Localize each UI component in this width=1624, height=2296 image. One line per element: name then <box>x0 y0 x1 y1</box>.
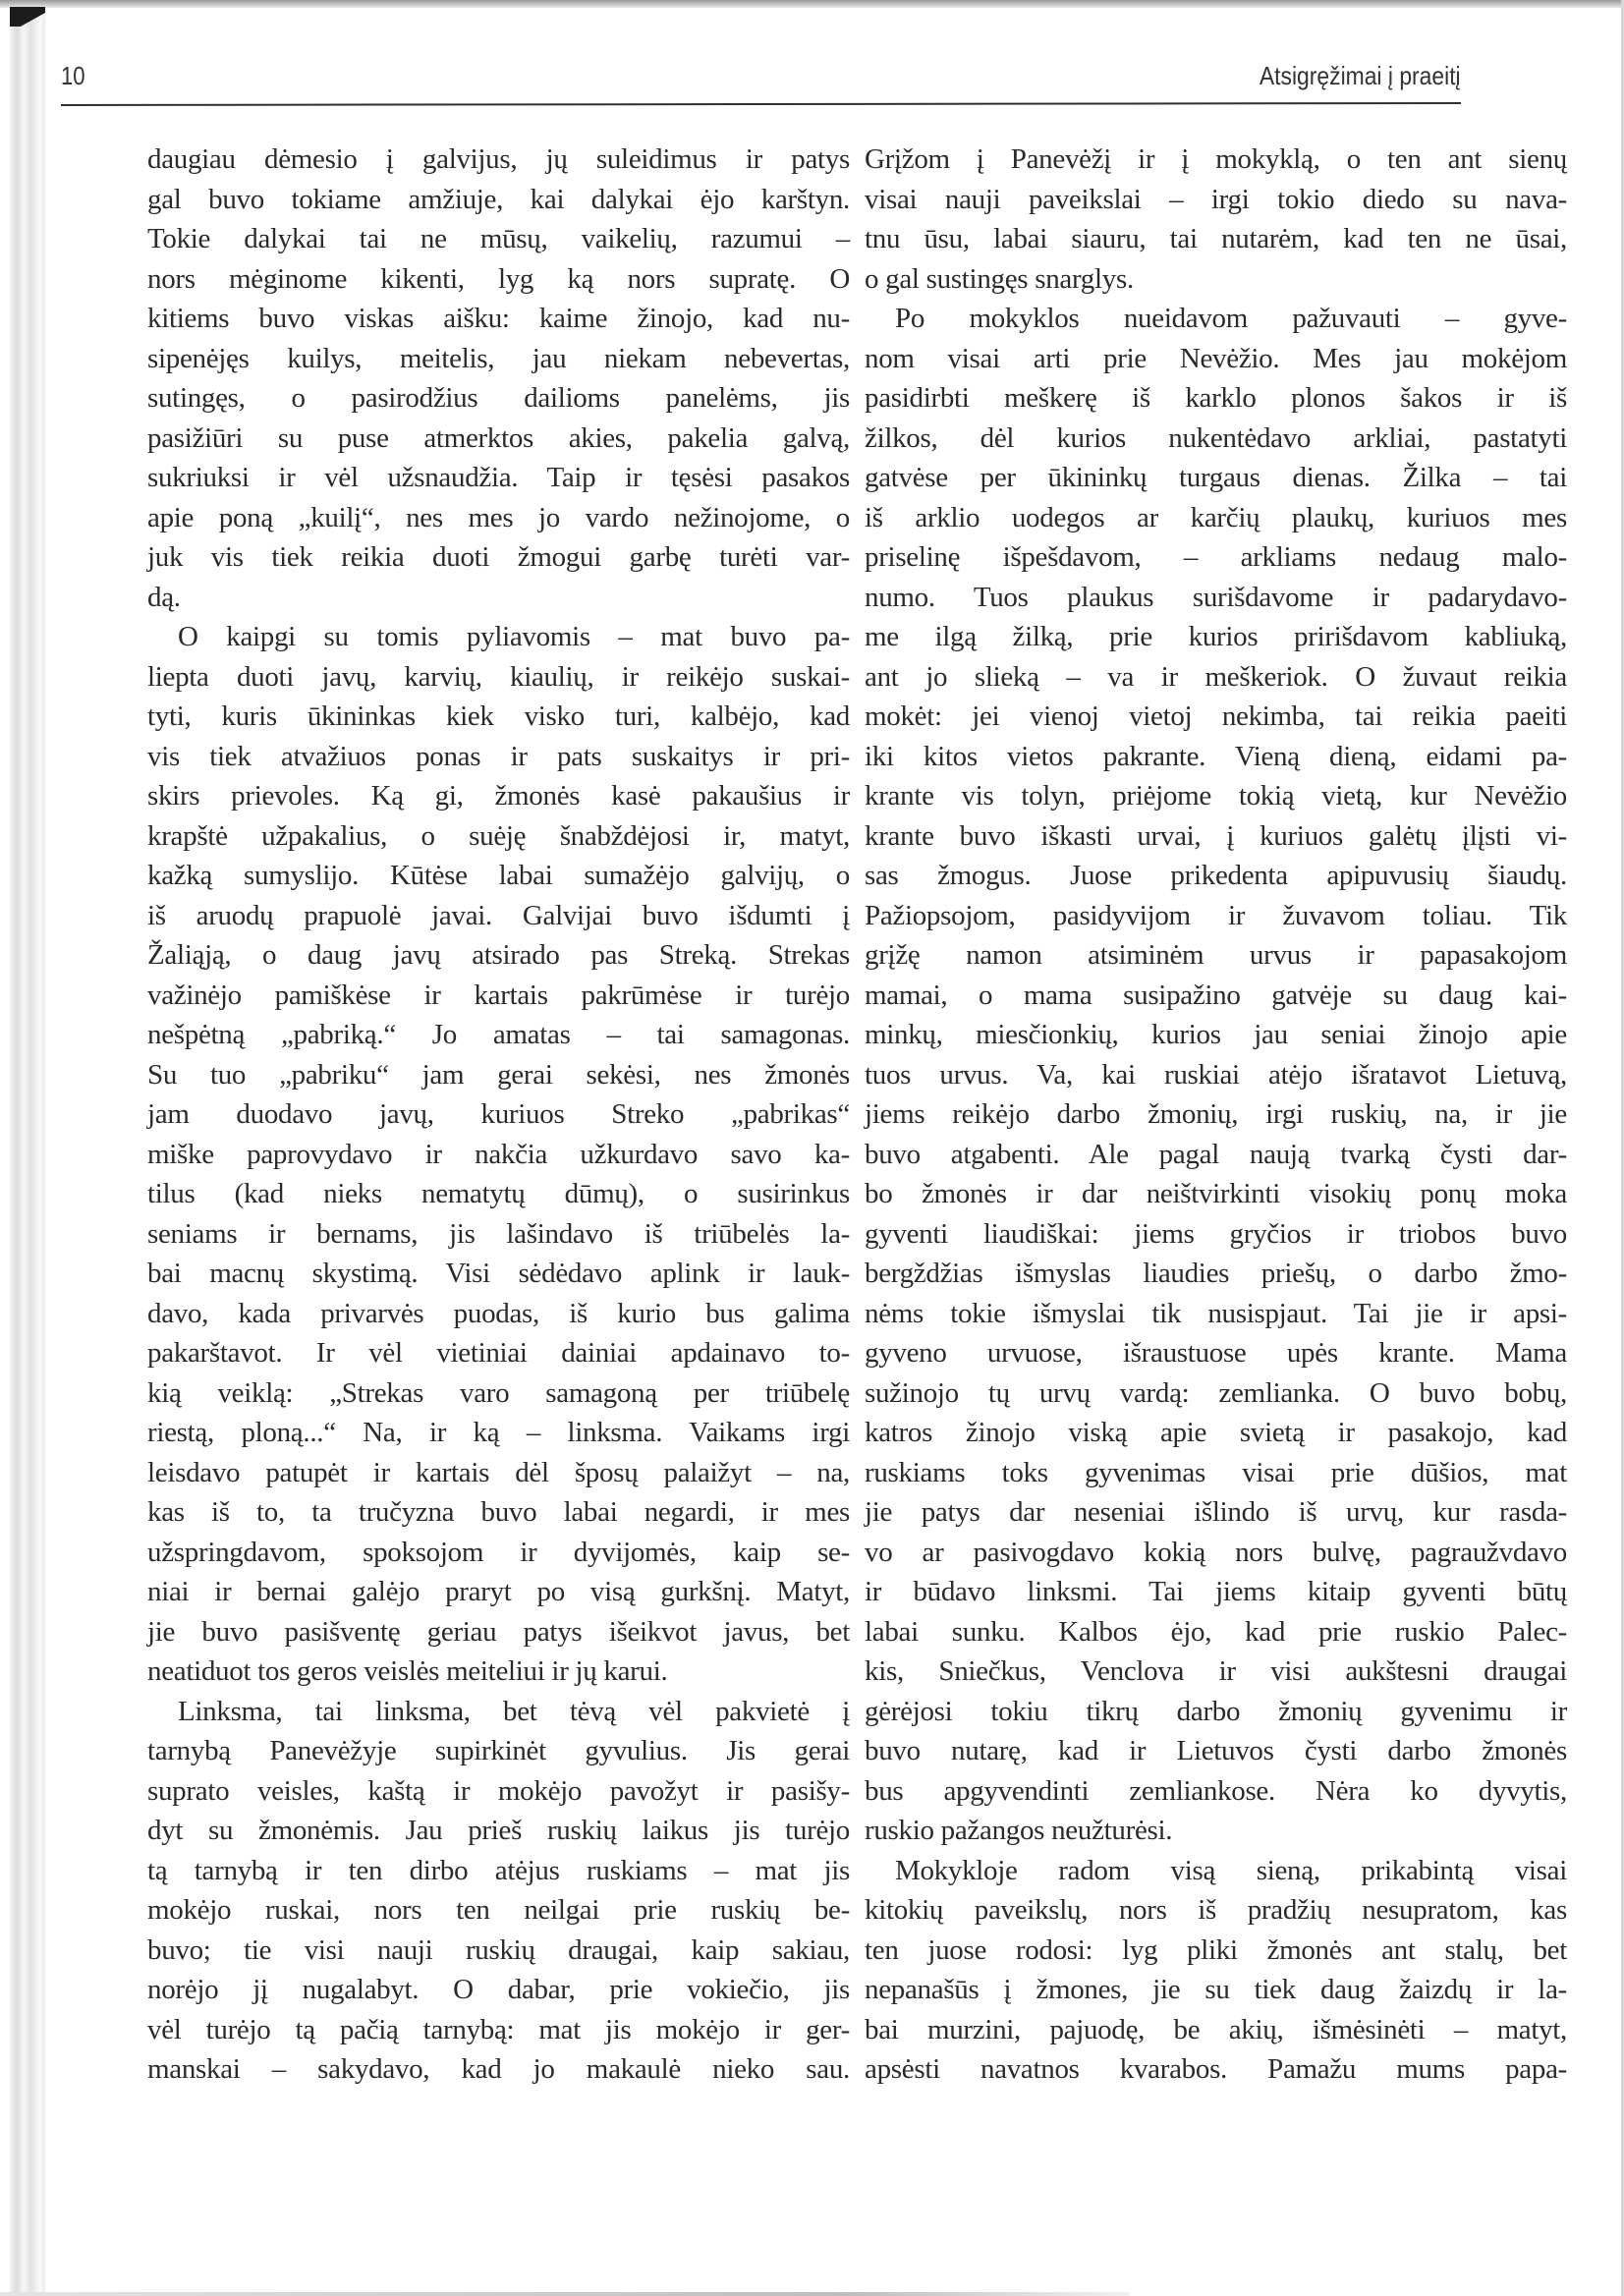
text-line: jie buvo pasišventę geriau patys išeikvot javus, bet <box>147 1615 850 1648</box>
text-line: nepanašūs į žmones, jie su tiek daug žaizdų ir la- <box>865 1974 1567 2005</box>
text-line: apsėsti navatnos kvarabos. Pamažu mums papa- <box>865 2053 1567 2085</box>
text-line: gėrėjosi tokiu tikrų darbo žmonių gyvenimu ir <box>865 1695 1567 1727</box>
text-line: dyt su žmonėmis. Jau prieš ruskių laikus jis turėjo <box>147 1815 850 1846</box>
text-line: Su tuo „pabriku“ jam gerai sekėsi, nes žmonės <box>147 1058 850 1091</box>
text-line: gal buvo tokiame amžiuje, kai dalykai ėjo karštyn. <box>147 183 850 215</box>
text-line: seniams ir bernams, jis lašindavo iš triūbelės la- <box>147 1217 850 1250</box>
text-line: leisdavo patupėt ir kartais dėl šposų palaižyt – na, <box>147 1456 850 1488</box>
text-line: tuos urvus. Va, kai ruskiai atėjo išratavot Lietuvą, <box>865 1058 1567 1091</box>
text-line: sipenėjęs kuilys, meitelis, jau niekam nebevertas, <box>147 342 850 374</box>
text-line: ant jo slieką – va ir meškeriok. O žuvaut reikia <box>865 660 1567 693</box>
text-line: visai nauji paveikslai – irgi tokio diedo su nava- <box>865 183 1567 215</box>
paragraph-first-line: O kaipgi su tomis pyliavomis – mat buvo pa- <box>178 621 850 652</box>
text-line: buvo nutarę, kad ir Lietuvos čysti darbo žmonės <box>865 1735 1567 1766</box>
text-line: bergždžias išmyslas liaudies priešų, o darbo žmo- <box>865 1258 1567 1289</box>
text-line: grįžę namon atsiminėm urvus ir papasakojom <box>865 939 1567 971</box>
text-line: buvo; tie visi nauji ruskių draugai, kaip sakiau, <box>147 1933 850 1966</box>
text-line: jiems reikėjo darbo žmonių, irgi ruskių, na, ir jie <box>865 1098 1567 1130</box>
running-head <box>61 61 1461 100</box>
text-line: nešpėtną „pabriką.“ Jo amatas – tai samagonas. <box>147 1019 850 1050</box>
text-line: apie poną „kuilį“, nes mes jo vardo nežinojome, o <box>147 501 850 533</box>
text-line: pakarštavot. Ir vėl vietiniai dainiai apdainavo to- <box>147 1337 850 1369</box>
text-line: Tokie dalykai tai ne mūsų, vaikelių, razumui – <box>147 223 850 254</box>
text-line: minkų, miesčionkių, kurios jau seniai žinojo apie <box>865 1019 1567 1050</box>
text-line: sutingęs, o pasirodžius dailioms panelėms, jis <box>147 382 850 414</box>
text-line: miške paprovydavo ir nakčia užkurdavo savo ka- <box>147 1138 850 1170</box>
text-line: bai murzini, pajuodę, be akių, išmėsinėti – matyt, <box>865 2013 1567 2045</box>
text-column-right <box>865 140 1567 2090</box>
text-line: daugiau dėmesio į galvijus, jų suleidimus ir patys <box>147 143 850 175</box>
text-line: mokėjo ruskai, nors ten neilgai prie ruskių be- <box>147 1894 850 1926</box>
text-line: iš aruodų prapuolė javai. Galvijai buvo išdumti į <box>147 899 850 931</box>
text-line: liepta duoti javų, karvių, kiaulių, ir reikėjo suskai- <box>147 660 850 693</box>
text-line: dą. <box>147 581 181 613</box>
text-line: kas iš to, ta tručyzna buvo labai negardi, ir mes <box>147 1496 850 1528</box>
text-line: krapštė užpakalius, o suėję šnabždėjosi ir, matyt, <box>147 819 850 852</box>
text-line: Grįžom į Panevėžį ir į mokyklą, o ten ant sienų <box>865 143 1567 175</box>
text-line: vo ar pasivogdavo kokią nors bulvę, pagraužvdavo <box>865 1536 1567 1568</box>
text-line: niai ir bernai galėjo praryt po visą gurkšnį. Matyt, <box>147 1576 850 1607</box>
text-line: krante buvo iškasti urvai, į kuriuos galėtų įlįsti vi- <box>865 819 1567 852</box>
text-line: kitiems buvo viskas aišku: kaime žinojo, kad nu- <box>147 303 850 334</box>
text-line: kis, Sniečkus, Venclova ir visi aukštesni draugai <box>865 1655 1567 1687</box>
text-line: Pažiopsojom, pasidyvijom ir žuvavom toliau. Tik <box>865 899 1567 931</box>
text-line: nom visai arti prie Nevėžio. Mes jau mokėjom <box>865 342 1567 374</box>
text-line: tarnybą Panevėžyje supirkinėt gyvulius. Jis gerai <box>147 1735 850 1766</box>
text-line: užspringdavom, spoksojom ir dyvijomės, kaip se- <box>147 1536 850 1568</box>
text-line: Žaliąją, o daug javų atsirado pas Streką. Strekas <box>147 939 850 971</box>
text-line: žilkos, dėl kurios nukentėdavo arkliai, pastatyti <box>865 421 1567 454</box>
paragraph-first-line: Mokykloje radom visą sieną, prikabintą visai <box>895 1854 1567 1886</box>
text-line: skirs prievoles. Ką gi, žmonės kasė pakaušius ir <box>147 780 850 812</box>
text-line: me ilgą žilką, prie kurios pririšdavom kabliuką, <box>865 621 1567 652</box>
text-line: iki kitos vietos pakrante. Vieną dieną, eidami pa- <box>865 740 1567 772</box>
text-line: riestą, ploną...“ Na, ir ką – linksma. Vaikams irgi <box>147 1417 850 1448</box>
text-line: buvo atgabenti. Ale pagal naują tvarką čysti dar- <box>865 1138 1567 1170</box>
text-line: jam duodavo javų, kuriuos Streko „pabrikas“ <box>147 1098 850 1130</box>
text-line: vėl turėjo tą pačią tarnybą: mat jis mokėjo ir ger- <box>147 2013 850 2045</box>
text-line: ir būdavo linksmi. Tai jiems kitaip gyventi būtų <box>865 1576 1567 1607</box>
text-line: pasidirbti meškerę iš karklo plonos šakos ir iš <box>865 382 1567 414</box>
text-line: sukriuksi ir vėl užsnaudžia. Taip ir tęsėsi pasakos <box>147 462 850 493</box>
text-line: numo. Tuos plaukus surišdavome ir padarydavo- <box>865 581 1567 613</box>
page-number: 10 <box>61 61 85 90</box>
text-line: bus apgyvendinti zemliankose. Nėra ko dyvytis, <box>865 1774 1567 1807</box>
text-line: pasižiūri su puse atmerktos akies, pakelia galvą, <box>147 421 850 454</box>
text-line: bo žmonės ir dar neištvirkinti visokių ponų moka <box>865 1178 1567 1209</box>
scan-edge-bottom <box>0 2292 1130 2296</box>
text-line: suprato veisles, kaštą ir mokėjo pavožyt ir pasišy- <box>147 1774 850 1807</box>
text-line: neatiduot tos geros veislės meiteliui ir jų karui. <box>147 1655 668 1687</box>
text-line: priselinę išpešdavom, – arkliams nedaug malo- <box>865 541 1567 573</box>
text-line: ten juose rodosi: lyg pliki žmonės ant stalų, bet <box>865 1933 1567 1966</box>
text-line: sas žmogus. Juose prikedenta apipuvusių šiaudų. <box>865 860 1567 891</box>
text-line: važinėjo pamiškėse ir kartais pakrūmėse ir turėjo <box>147 979 850 1011</box>
text-line: tyti, kuris ūkininkas kiek visko turi, kalbėjo, kad <box>147 700 850 732</box>
text-line: jie patys dar neseniai išlindo iš urvų, kur rasda- <box>865 1496 1567 1528</box>
text-line: ruskio pažangos neužturėsi. <box>865 1815 1173 1846</box>
text-line: gyventi liaudiškai: jiems gryčios ir triobos buvo <box>865 1217 1567 1250</box>
text-line: mamai, o mama susipažino gatvėje su daug kai- <box>865 979 1567 1011</box>
scan-edge-left <box>10 8 45 2296</box>
text-line: gyveno urvuose, išraustuose upės krante. Mama <box>865 1337 1567 1369</box>
text-line: norėjo jį nugalabyt. O dabar, prie vokiečio, jis <box>147 1974 850 2005</box>
paragraph-first-line: Linksma, tai linksma, bet tėvą vėl pakvietė į <box>178 1695 850 1727</box>
text-line: tnu ūsu, labai siauru, tai nutarėm, kad ten ne ūsai, <box>865 223 1567 254</box>
text-line: tilus (kad nieks nematytų dūmų), o susirinkus <box>147 1178 850 1209</box>
book-title: Atsigręžimai į praeitį <box>1260 61 1461 90</box>
text-line: o gal sustingęs snarglys. <box>865 262 1134 295</box>
text-line: kitokių paveikslų, nors iš pradžių nesupratom, kas <box>865 1894 1567 1926</box>
text-line: krante vis tolyn, priėjome tokią vietą, kur Nevėžio <box>865 780 1567 812</box>
text-line: juk vis tiek reikia duoti žmogui garbę turėti var- <box>147 541 850 573</box>
text-line: kią veiklą: „Strekas varo samagoną per triūbelę <box>147 1376 850 1409</box>
scan-edge-top <box>0 0 1624 8</box>
header-rule <box>61 102 1461 106</box>
text-line: manskai – sakydavo, kad jo makaulė nieko sau. <box>147 2053 850 2085</box>
text-line: tą tarnybą ir ten dirbo atėjus ruskiams – mat jis <box>147 1854 850 1886</box>
text-line: mokėt: jei vienoj vietoj nekimba, tai reikia paeiti <box>865 700 1567 732</box>
paragraph-first-line: Po mokyklos nueidavom pažuvauti – gyve- <box>895 303 1567 334</box>
text-line: nors mėginome kikenti, lyg ką nors supratę. O <box>147 262 850 295</box>
text-line: vis tiek atvažiuos ponas ir pats suskaitys ir pri- <box>147 740 850 772</box>
text-line: bai macnų skystimą. Visi sėdėdavo aplink ir lauk- <box>147 1258 850 1289</box>
text-line: gatvėse per ūkininkų turgaus dienas. Žilka – tai <box>865 462 1567 493</box>
text-line: labai sunku. Kalbos ėjo, kad prie ruskio Palec- <box>865 1615 1567 1648</box>
text-line: iš arklio uodegos ar karčių plaukų, kuriuos mes <box>865 501 1567 533</box>
text-line: sužinojo tų urvų vardą: zemlianka. O buvo bobų, <box>865 1376 1567 1409</box>
text-line: nėms tokie išmyslai tik nusispjaut. Tai jie ir apsi- <box>865 1297 1567 1329</box>
text-column-left <box>147 140 850 2090</box>
text-line: davo, kada privarvės puodas, iš kurio bus galima <box>147 1297 850 1329</box>
text-line: ruskiams toks gyvenimas visai prie dūšios, mat <box>865 1456 1567 1488</box>
text-line: kažką sumyslijo. Kūtėse labai sumažėjo galvijų, o <box>147 860 850 891</box>
text-line: katros žinojo viską apie svietą ir pasakojo, kad <box>865 1417 1567 1448</box>
